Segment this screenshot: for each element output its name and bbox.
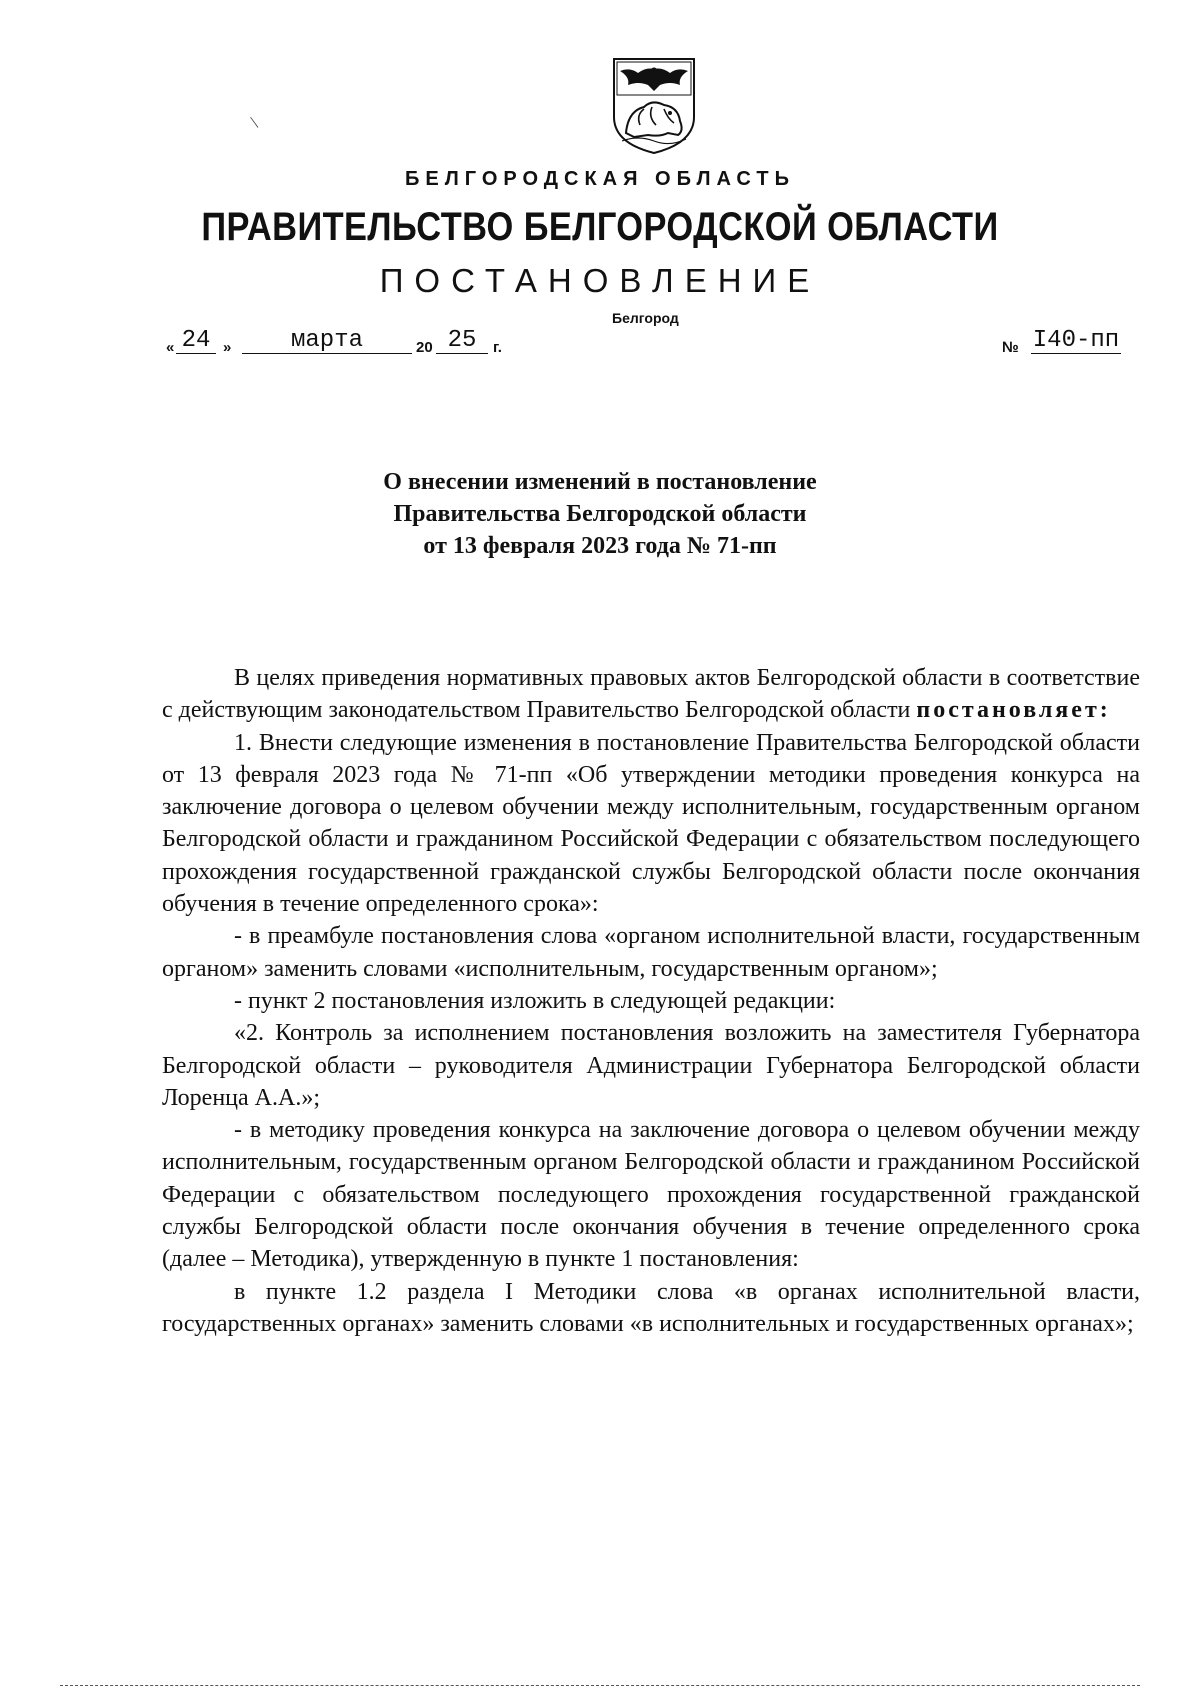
number-sign: № [1002, 339, 1019, 356]
body-paragraph-3: - пункт 2 постановления изложить в следующей редакции: [234, 987, 836, 1014]
city-name: Белгород [612, 310, 679, 326]
body-paragraph-5: - в методику проведения конкурса на заключение договора о целевом обучении между исполнительным, государственным органом Белгородской области и гражданином Российской Федерации с обязательством последующего прохождения государственной гражданской службы Белгородской области после окончания обучения в течение определенного срока (далее – Методика), утвержденную в пункте 1 постановления: [162, 1117, 1140, 1273]
intro-text: В целях приведения нормативных правовых актов Белгородской области в соответствие с действующим законодательством Правительство Белгородской области [162, 665, 1140, 724]
date-year: 25 [436, 329, 488, 354]
scan-speck: / [244, 114, 264, 131]
year-prefix: 20 [416, 339, 433, 356]
body-paragraph-2: - в преамбуле постановления слова «органом исполнительной власти, государственным органом» заменить словами «исполнительным, государственным органом»; [162, 923, 1140, 982]
intro-verb: постановляет: [916, 697, 1111, 724]
scan-edge-line [60, 1685, 1140, 1686]
region-name: БЕЛГОРОДСКАЯ ОБЛАСТЬ [405, 168, 795, 190]
date-month: марта [242, 329, 412, 354]
government-name: ПРАВИТЕЛЬСТВО БЕЛГОРОДСКОЙ ОБЛАСТИ [201, 205, 999, 249]
title-line-2: Правительства Белгородской области [393, 501, 807, 527]
year-suffix: г. [493, 339, 502, 356]
document-number: I40-пп [1032, 327, 1120, 354]
title-line-3: от 13 февраля 2023 года № 71-пп [423, 533, 777, 559]
document-type: ПОСТАНОВЛЕНИЕ [379, 262, 821, 299]
body-intro [162, 662, 1140, 727]
document-body [162, 662, 1140, 1340]
body-paragraph-4: «2. Контроль за исполнением постановления возложить на заместителя Губернатора Белгородской области – руководителя Администрации Губернатора Белгородской области Лоренца А.А.»; [162, 1020, 1140, 1111]
quote-open: « [166, 339, 175, 356]
body-paragraph-1: 1. Внести следующие изменения в постановление Правительства Белгородской области от 13 февраля 2023 года № 71-пп «Об утверждении методики проведения конкурса на заключение договора о целевом обучении между исполнительным, государственным органом Белгородской области и гражданином Российской Федерации с обязательством последующего прохождения государственной гражданской службы Белгородской области после окончания обучения в течение определенного срока»: [162, 729, 1140, 918]
title-line-1: О внесении изменений в постановление [383, 469, 817, 495]
date-day: 24 [176, 329, 216, 354]
quote-close: » [223, 339, 232, 356]
belgorod-coat-of-arms-icon [608, 55, 700, 155]
body-paragraph-6: в пункте 1.2 раздела I Методики слова «в органах исполнительной власти, государственных органах» заменить словами «в исполнительных и государственных органах»; [162, 1278, 1140, 1337]
document-title [0, 466, 1200, 562]
